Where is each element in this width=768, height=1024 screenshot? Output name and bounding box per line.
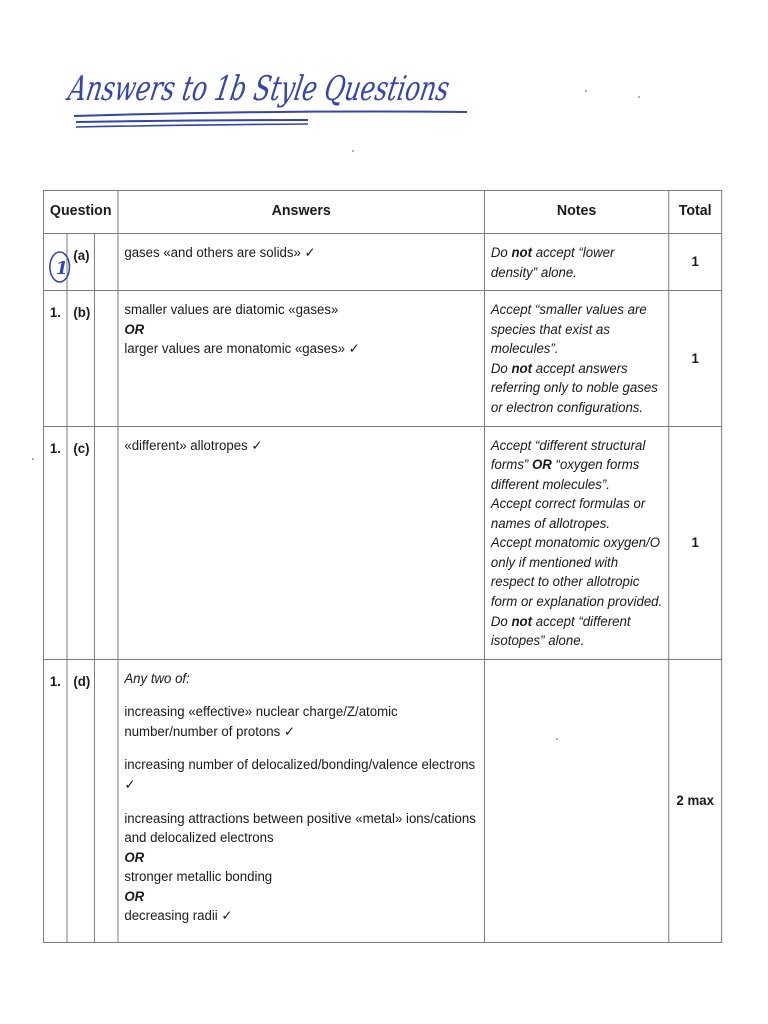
table-row (43, 234, 721, 291)
total-cell: 1 (669, 426, 722, 659)
table-row (43, 291, 721, 426)
notes-cell (484, 291, 668, 426)
notes-cell (484, 426, 668, 659)
answer-line: increasing attractions between positive «metal» ions/cations and delocalized electrons (124, 810, 476, 846)
answer-line: increasing number of delocalized/bonding/valence electrons ✓ (124, 757, 476, 792)
answer-intro: Any two of: (124, 670, 190, 686)
part-label: (c) (67, 426, 94, 659)
part-label: (d) (67, 659, 94, 942)
answer-cell (118, 659, 485, 942)
empty-cell (94, 291, 118, 426)
handwritten-heading-graphic (65, 60, 599, 140)
table-header-row (43, 191, 721, 234)
scan-speck (32, 458, 34, 460)
heading-text: Answers to 1b Style Questions (65, 69, 599, 109)
notes-cell (484, 659, 668, 942)
answer-line: stronger metallic bonding (124, 869, 273, 885)
table-row (43, 426, 721, 659)
total-cell: 1 (669, 291, 722, 426)
question-number-cell (43, 234, 67, 291)
notes-text: accept “lower density” alone. (490, 245, 615, 280)
notes-text: Accept “different structural forms” (490, 437, 646, 473)
notes-text: Accept “smaller values are species that exist as molecules”. (490, 302, 647, 357)
notes-text: Do (490, 613, 512, 629)
scan-speck (352, 150, 354, 152)
notes-text: Do (490, 360, 512, 376)
answer-or: OR (124, 888, 145, 904)
empty-cell (94, 426, 118, 659)
question-number: 1. (43, 291, 67, 426)
scan-speck (638, 96, 640, 98)
notes-text: Do (490, 245, 512, 260)
part-label: (b) (67, 291, 94, 426)
answer-or: OR (124, 321, 145, 337)
answer-cell (118, 291, 485, 426)
notes-text: Accept correct formulas or names of allotropes. (490, 496, 646, 531)
notes-text: accept “different isotopes” alone. (490, 613, 631, 649)
header-answers: Answers (118, 191, 485, 234)
notes-text: not (511, 245, 533, 260)
answer-line: decreasing radii ✓ (124, 908, 233, 924)
notes-text: not (511, 613, 533, 629)
answer-line: increasing «effective» nuclear charge/Z/atomic number/number of protons ✓ (124, 704, 398, 739)
notes-text: not (511, 360, 533, 376)
header-notes: Notes (484, 191, 668, 234)
total-cell: 1 (669, 234, 722, 291)
notes-text: Accept monatomic oxygen/O only if mentioned with respect to other allotropic form or explanation provided. (490, 535, 663, 609)
answer-line: smaller values are diatomic «gases» (124, 302, 339, 318)
empty-cell (94, 234, 118, 291)
handwritten-circle (48, 250, 75, 284)
total-cell: 2 max (669, 659, 722, 942)
header-total: Total (669, 191, 722, 234)
answer-cell (118, 426, 485, 659)
table-row (43, 659, 721, 942)
question-number: 1. (43, 426, 67, 659)
scan-speck (585, 90, 587, 92)
notes-cell (484, 234, 668, 291)
answer-line: gases «and others are solids» ✓ (124, 245, 316, 260)
header-question: Question (43, 191, 117, 234)
answer-line: «different» allotropes ✓ (124, 437, 263, 453)
part-label: (a) (67, 234, 94, 291)
notes-text: “oxygen forms different molecules”. (490, 457, 640, 492)
answer-or: OR (124, 849, 145, 865)
notes-text: accept answers referring only to noble gases or electron configurations. (490, 360, 658, 415)
markscheme-table (43, 190, 722, 943)
empty-cell (94, 659, 118, 942)
notes-text: OR (532, 457, 552, 473)
handwritten-heading (65, 60, 599, 140)
question-number: 1. (43, 659, 67, 942)
answer-line: larger values are monatomic «gases» ✓ (124, 341, 360, 357)
handwritten-number: 1 (55, 257, 69, 280)
answer-cell (118, 234, 485, 291)
